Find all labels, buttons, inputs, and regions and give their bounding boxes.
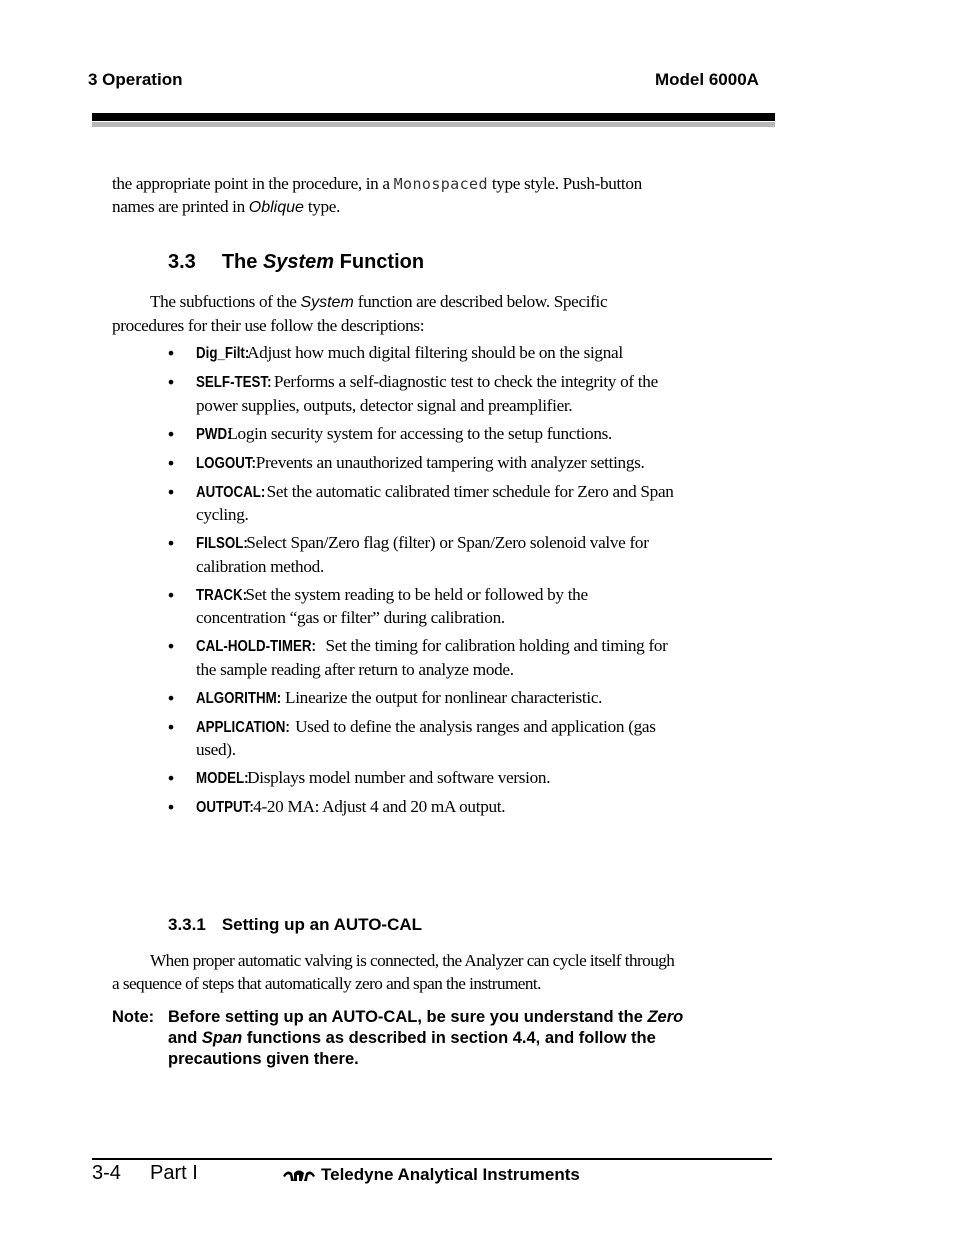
list-item-text: Set the timing for calibration holding and timing for the sample reading after return to analyze mode. bbox=[196, 636, 668, 679]
part-label: Part I bbox=[150, 1162, 198, 1184]
list-item-term: PWD: bbox=[196, 425, 232, 443]
note-text-part: and bbox=[168, 1029, 202, 1047]
section-intro-italic: System bbox=[300, 294, 354, 311]
bullet-icon: • bbox=[168, 768, 174, 788]
note-span-term: Span bbox=[201, 1029, 243, 1047]
list-item bbox=[168, 371, 680, 417]
company-name: Teledyne Analytical Instruments bbox=[321, 1165, 580, 1184]
section-intro-paragraph bbox=[112, 291, 682, 337]
header-rule bbox=[92, 113, 775, 121]
list-item-term: SELF-TEST: bbox=[196, 374, 272, 391]
bullet-icon: • bbox=[168, 533, 174, 553]
bullet-icon: • bbox=[168, 584, 174, 605]
list-item-text: Login security system for accessing to the setup functions. bbox=[223, 423, 613, 443]
subsection-title-text: Setting up an AUTO-CAL bbox=[221, 915, 423, 934]
list-item-text: Set the system reading to be held or followed by the concentration “gas or filter” during calibration. bbox=[196, 584, 588, 627]
list-item bbox=[168, 716, 680, 762]
section-title-text: Function bbox=[334, 251, 425, 273]
bullet-icon: • bbox=[168, 372, 174, 392]
bullet-icon: • bbox=[168, 423, 174, 444]
list-item-text: Set the automatic calibrated timer schedule for Zero and Span cycling. bbox=[196, 481, 674, 524]
list-item-text: Prevents an unauthorized tampering with analyzer settings. bbox=[251, 452, 645, 472]
note-text bbox=[168, 1007, 688, 1070]
list-item bbox=[168, 452, 680, 476]
chapter-heading: 3 Operation bbox=[88, 70, 183, 89]
section-intro-text: function are described below. Specific procedures for their use follow the descriptions: bbox=[112, 292, 608, 335]
bullet-icon: • bbox=[168, 636, 174, 656]
model-heading: Model 6000A bbox=[655, 70, 759, 89]
oblique-example: Oblique bbox=[248, 198, 304, 216]
list-item-text: Select Span/Zero flag (filter) or Span/Zero solenoid valve for calibration method. bbox=[196, 533, 649, 576]
subfunction-list bbox=[168, 342, 680, 825]
list-item-term: OUTPUT: bbox=[196, 799, 254, 816]
list-item-text: Displays model number and software version. bbox=[243, 768, 551, 787]
list-item bbox=[168, 342, 680, 366]
note-text-part: Before setting up an AUTO-CAL, be sure you understand the bbox=[168, 1008, 648, 1026]
list-item-term: AUTOCAL: bbox=[196, 483, 266, 501]
list-item bbox=[168, 423, 680, 447]
list-item bbox=[168, 767, 680, 791]
list-item bbox=[168, 796, 680, 820]
intro-paragraph bbox=[112, 173, 692, 219]
list-item-term: ALGORITHM: bbox=[196, 689, 282, 707]
list-item-term: Dig_Filt: bbox=[196, 345, 250, 362]
intro-text: the appropriate point in the procedure, in a bbox=[112, 174, 394, 193]
section-number: 3.3 bbox=[168, 251, 196, 273]
section-title-italic: System bbox=[262, 251, 335, 273]
list-item-term: MODEL: bbox=[196, 770, 249, 787]
bullet-icon: • bbox=[168, 716, 174, 737]
list-item-term: FILSOL: bbox=[196, 535, 248, 552]
list-item bbox=[168, 532, 680, 578]
section-title bbox=[168, 251, 424, 274]
list-item bbox=[168, 584, 680, 630]
page-number: 3-4 bbox=[92, 1162, 121, 1184]
note-zero-term: Zero bbox=[647, 1008, 684, 1026]
footer-rule bbox=[92, 1158, 772, 1160]
bullet-icon: • bbox=[168, 452, 174, 473]
list-item bbox=[168, 481, 680, 527]
list-item-text: Performs a self-diagnostic test to check the integrity of the power supplies, outputs, detector signal and preamplifier. bbox=[196, 372, 658, 415]
list-item-term: APPLICATION: bbox=[196, 718, 290, 736]
list-item-text: Linearize the output for nonlinear characteristic. bbox=[281, 687, 603, 707]
subsection-number: 3.3.1 bbox=[168, 915, 206, 934]
list-item-term: CAL-HOLD-TIMER: bbox=[196, 638, 316, 655]
bullet-icon: • bbox=[168, 343, 174, 363]
list-item-term: TRACK: bbox=[196, 586, 248, 604]
subsection-title bbox=[168, 915, 422, 935]
bullet-icon: • bbox=[168, 797, 174, 817]
header-rule-shadow bbox=[92, 122, 775, 127]
list-item bbox=[168, 635, 680, 681]
list-item-text: Used to define the analysis ranges and application (gas used). bbox=[196, 716, 656, 759]
bullet-icon: • bbox=[168, 481, 174, 502]
list-item-term: LOGOUT: bbox=[196, 454, 256, 472]
list-item bbox=[168, 687, 680, 711]
note-text-part: functions as described in section 4.4, and follow the precautions given there. bbox=[168, 1029, 656, 1068]
list-item-text: Adjust how much digital filtering should be on the signal bbox=[244, 343, 623, 362]
intro-text: type. bbox=[303, 196, 341, 216]
teledyne-logo-icon bbox=[282, 1167, 316, 1183]
note-label: Note: bbox=[112, 1008, 155, 1026]
subsection-paragraph: When proper automatic valving is connected, the Analyzer can cycle itself through a sequence of steps that automatically zero and span the instrument. bbox=[112, 951, 675, 993]
section-intro-text: The subfuctions of the bbox=[150, 292, 301, 311]
intro-text: type style. Push-button bbox=[487, 174, 642, 193]
bullet-icon: • bbox=[168, 687, 174, 708]
intro-text: names are printed in bbox=[112, 196, 249, 216]
monospaced-example: Monospaced bbox=[393, 175, 488, 193]
section-title-text: The bbox=[221, 251, 263, 273]
list-item-text: 4-20 MA: Adjust 4 and 20 mA output. bbox=[249, 797, 506, 816]
